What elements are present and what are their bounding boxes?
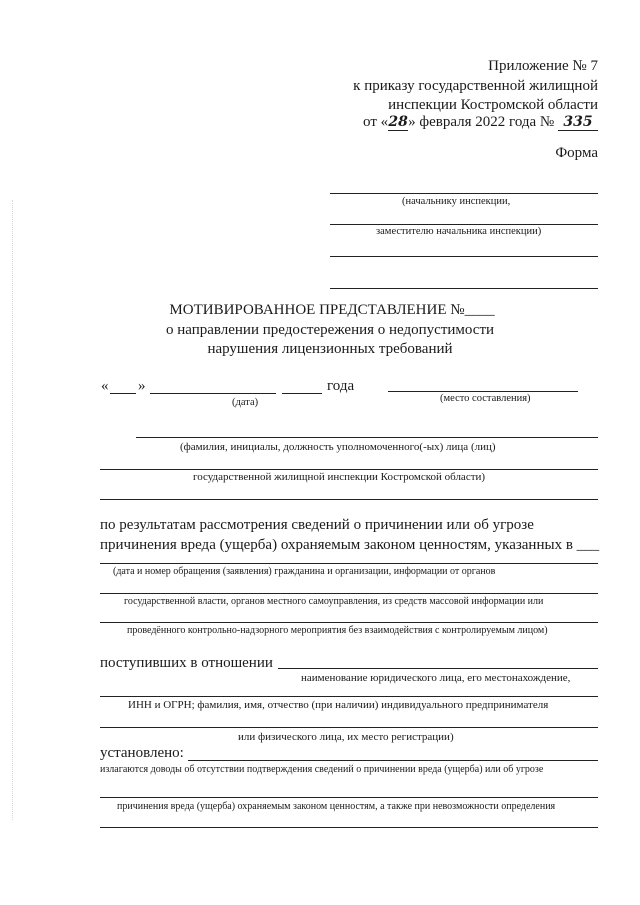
scan-margin-marks xyxy=(12,200,14,820)
source-caption-3: проведённого контрольно-надзорного мероприятия без взаимодействия с контролируемым лицом) xyxy=(127,625,548,636)
addressee-caption-1: (начальнику инспекции, xyxy=(402,196,511,207)
established-line xyxy=(188,760,598,761)
order-reference: к приказу государственной жилищной xyxy=(353,78,598,94)
appendix-number: Приложение № 7 xyxy=(488,58,598,74)
entity-caption-3: или физического лица, их место регистрации) xyxy=(238,731,454,743)
source-line-2 xyxy=(100,593,598,594)
officer-caption-2: государственной жилищной инспекции Костромской области) xyxy=(193,471,486,483)
source-caption-2: государственной власти, органов местного самоуправления, из средств массовой информации или xyxy=(124,596,544,607)
date-month-line xyxy=(150,393,276,394)
addressee-line-1 xyxy=(330,193,598,194)
order-number-handwritten: 335 xyxy=(558,114,598,131)
form-label: Форма xyxy=(555,145,598,161)
document-subtitle-1: о направлении предостережения о недопустимости xyxy=(165,322,495,338)
order-date-middle: » февраля 2022 года № xyxy=(408,114,555,130)
date-quote-open: « xyxy=(101,378,109,394)
date-quote-close: » xyxy=(138,378,146,394)
year-word: года xyxy=(327,378,355,394)
paragraph-line-1: по результатам рассмотрения сведений о причинении или об угрозе xyxy=(100,517,534,533)
date-day-line xyxy=(110,393,136,394)
addressee-line-4 xyxy=(330,288,598,289)
order-date xyxy=(363,114,598,131)
found-line-1 xyxy=(100,797,598,798)
inspection-name: инспекции Костромской области xyxy=(388,97,598,113)
received-label: поступивших в отношении xyxy=(100,655,273,671)
date-caption: (дата) xyxy=(232,397,259,408)
source-line-1 xyxy=(100,563,598,564)
received-line xyxy=(278,668,598,669)
source-caption-1: (дата и номер обращения (заявления) гражданина и организации, информации от органов xyxy=(113,566,496,577)
source-line-3 xyxy=(100,622,598,623)
addressee-line-2 xyxy=(330,224,598,225)
entity-caption-1: наименование юридического лица, его местонахождение, xyxy=(301,672,571,684)
date-year-line xyxy=(282,393,322,394)
paragraph-line-2: причинения вреда (ущерба) охраняемым законом ценностям, указанных в ___ xyxy=(100,537,600,553)
place-line xyxy=(388,391,578,392)
document-subtitle-2: нарушения лицензионных требований xyxy=(207,341,453,357)
found-caption-2: причинения вреда (ущерба) охраняемым законом ценностям, а также при невозможности определения xyxy=(117,801,556,812)
order-date-prefix: от « xyxy=(363,114,389,130)
entity-line-1 xyxy=(100,696,598,697)
established-label: установлено: xyxy=(100,745,184,761)
addressee-caption-2: заместителю начальника инспекции) xyxy=(376,226,542,237)
found-caption-1: излагаются доводы об отсутствии подтверждения сведений о причинении вреда (ущерба) или об угрозе xyxy=(100,764,544,775)
officer-caption-1: (фамилия, инициалы, должность уполномоченного(-ых) лица (лиц) xyxy=(180,441,496,453)
order-day-handwritten: 28 xyxy=(388,114,408,130)
found-line-2 xyxy=(100,827,598,828)
officer-line-3 xyxy=(100,499,598,500)
officer-line-2 xyxy=(100,469,598,470)
place-caption: (место составления) xyxy=(440,393,531,404)
officer-line-1 xyxy=(136,437,598,438)
entity-caption-2: ИНН и ОГРН; фамилия, имя, отчество (при наличии) индивидуального предпринимателя xyxy=(128,699,549,711)
document-title: МОТИВИРОВАННОЕ ПРЕДСТАВЛЕНИЕ №____ xyxy=(169,302,495,318)
entity-line-2 xyxy=(100,727,598,728)
addressee-line-3 xyxy=(330,256,598,257)
